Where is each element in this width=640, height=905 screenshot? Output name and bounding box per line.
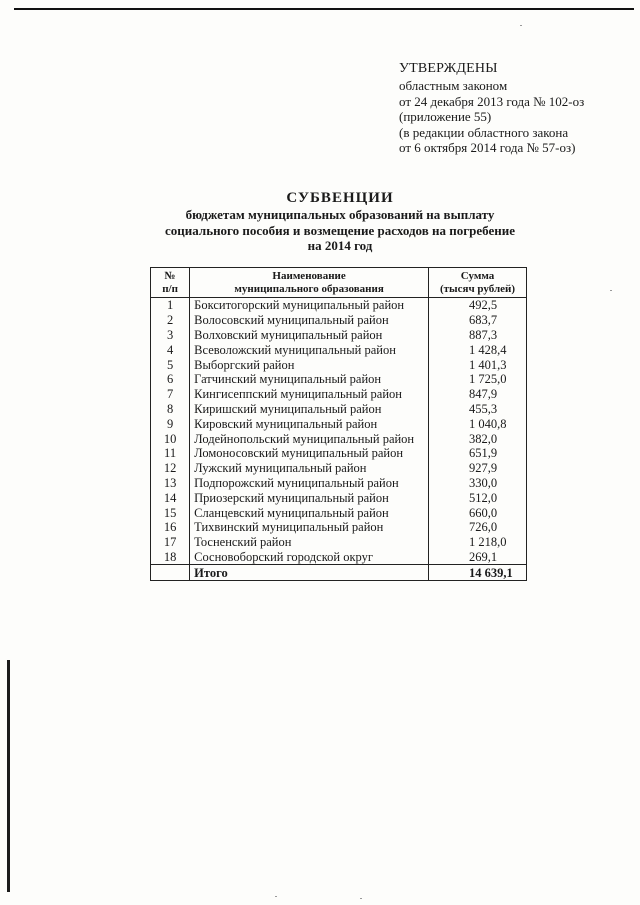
subsidies-table [150,267,527,581]
row-sum: 1 218,0 [429,535,527,550]
column-header-sum-text: Сумма (тысяч рублей) [439,270,516,295]
row-number: 5 [151,357,190,372]
table-row [151,372,527,387]
row-sum: 512,0 [429,490,527,505]
row-municipality-name: Лужский муниципальный район [190,461,429,476]
table-total-row [151,565,527,581]
table-row [151,357,527,372]
document-subtitle-line: бюджетам муниципальных образований на выплату [185,207,495,222]
scan-speck [360,898,362,899]
row-municipality-name: Сосновоборский городской округ [190,550,429,565]
row-number: 1 [151,298,190,313]
row-sum: 683,7 [429,313,527,328]
table-row [151,416,527,431]
total-number-cell [151,565,190,581]
approval-line: от 24 декабря 2013 года № 102-оз [399,93,585,109]
row-municipality-name: Киришский муниципальный район [190,402,429,417]
row-number: 16 [151,520,190,535]
row-sum: 455,3 [429,402,527,417]
approval-line: (в редакции областного закона [399,124,569,140]
approval-line: областным законом [399,78,508,93]
table-row [151,520,527,535]
table-row [151,446,527,461]
table-row [151,490,527,505]
scan-margin-mark [7,660,10,892]
table-row [151,550,527,565]
column-header-number [151,268,190,298]
row-number: 6 [151,372,190,387]
table-row [151,313,527,328]
table-row [151,461,527,476]
row-municipality-name: Всеволожский муниципальный район [190,342,429,357]
row-number: 4 [151,342,190,357]
column-header-sum [429,268,527,298]
row-number: 3 [151,328,190,343]
table-header-row [151,268,527,298]
row-number: 8 [151,402,190,417]
table-row [151,387,527,402]
row-municipality-name: Ломоносовский муниципальный район [190,446,429,461]
row-sum: 927,9 [429,461,527,476]
column-header-name [190,268,429,298]
row-number: 7 [151,387,190,402]
scan-speck [275,896,277,897]
table-row [151,476,527,491]
row-sum: 651,9 [429,446,527,461]
row-number: 11 [151,446,190,461]
approval-stamp [399,61,584,156]
row-municipality-name: Гатчинский муниципальный район [190,372,429,387]
top-border-line [14,8,634,10]
row-sum: 1 428,4 [429,342,527,357]
table-row [151,505,527,520]
row-number: 17 [151,535,190,550]
table-row [151,402,527,417]
row-sum: 847,9 [429,387,527,402]
row-municipality-name: Сланцевский муниципальный район [190,505,429,520]
document-subtitle-line: на 2014 год [307,238,373,253]
document-subtitle-line: социального пособия и возмещение расходов на погребение [165,222,515,238]
row-sum: 330,0 [429,476,527,491]
row-sum: 269,1 [429,550,527,565]
column-header-name-text: Наименование муниципального образования [234,270,384,295]
row-number: 9 [151,416,190,431]
table-row [151,535,527,550]
row-municipality-name: Тихвинский муниципальный район [190,520,429,535]
row-number: 10 [151,431,190,446]
scan-speck [610,290,612,291]
row-municipality-name: Кировский муниципальный район [190,416,429,431]
row-municipality-name: Кингисеппский муниципальный район [190,387,429,402]
row-municipality-name: Бокситогорский муниципальный район [190,298,429,313]
row-number: 2 [151,313,190,328]
row-sum: 1 401,3 [429,357,527,372]
document-title-block [130,189,550,254]
row-municipality-name: Волосовский муниципальный район [190,313,429,328]
row-sum: 1 040,8 [429,416,527,431]
row-number: 18 [151,550,190,565]
table-row [151,431,527,446]
row-municipality-name: Тосненский район [190,535,429,550]
row-number: 15 [151,505,190,520]
table-row [151,298,527,313]
row-number: 14 [151,490,190,505]
approval-line: от 6 октября 2014 года № 57-оз) [399,140,576,156]
row-sum: 887,3 [429,328,527,343]
row-number: 12 [151,461,190,476]
column-header-number-text: № п/п [162,270,178,295]
total-sum: 14 639,1 [429,565,527,581]
document-title: СУБВЕНЦИИ [286,190,394,206]
row-municipality-name: Лодейнопольский муниципальный район [190,431,429,446]
row-sum: 382,0 [429,431,527,446]
row-municipality-name: Выборгский район [190,357,429,372]
row-sum: 726,0 [429,520,527,535]
approval-heading: УТВЕРЖДЕНЫ [399,61,498,76]
row-number: 13 [151,476,190,491]
row-sum: 1 725,0 [429,372,527,387]
table-row [151,328,527,343]
row-sum: 492,5 [429,298,527,313]
row-municipality-name: Подпорожский муниципальный район [190,476,429,491]
table-row [151,342,527,357]
scan-speck [520,25,522,26]
approval-line: (приложение 55) [399,109,492,125]
row-sum: 660,0 [429,505,527,520]
total-label: Итого [190,565,429,581]
row-municipality-name: Приозерский муниципальный район [190,490,429,505]
row-municipality-name: Волховский муниципальный район [190,328,429,343]
